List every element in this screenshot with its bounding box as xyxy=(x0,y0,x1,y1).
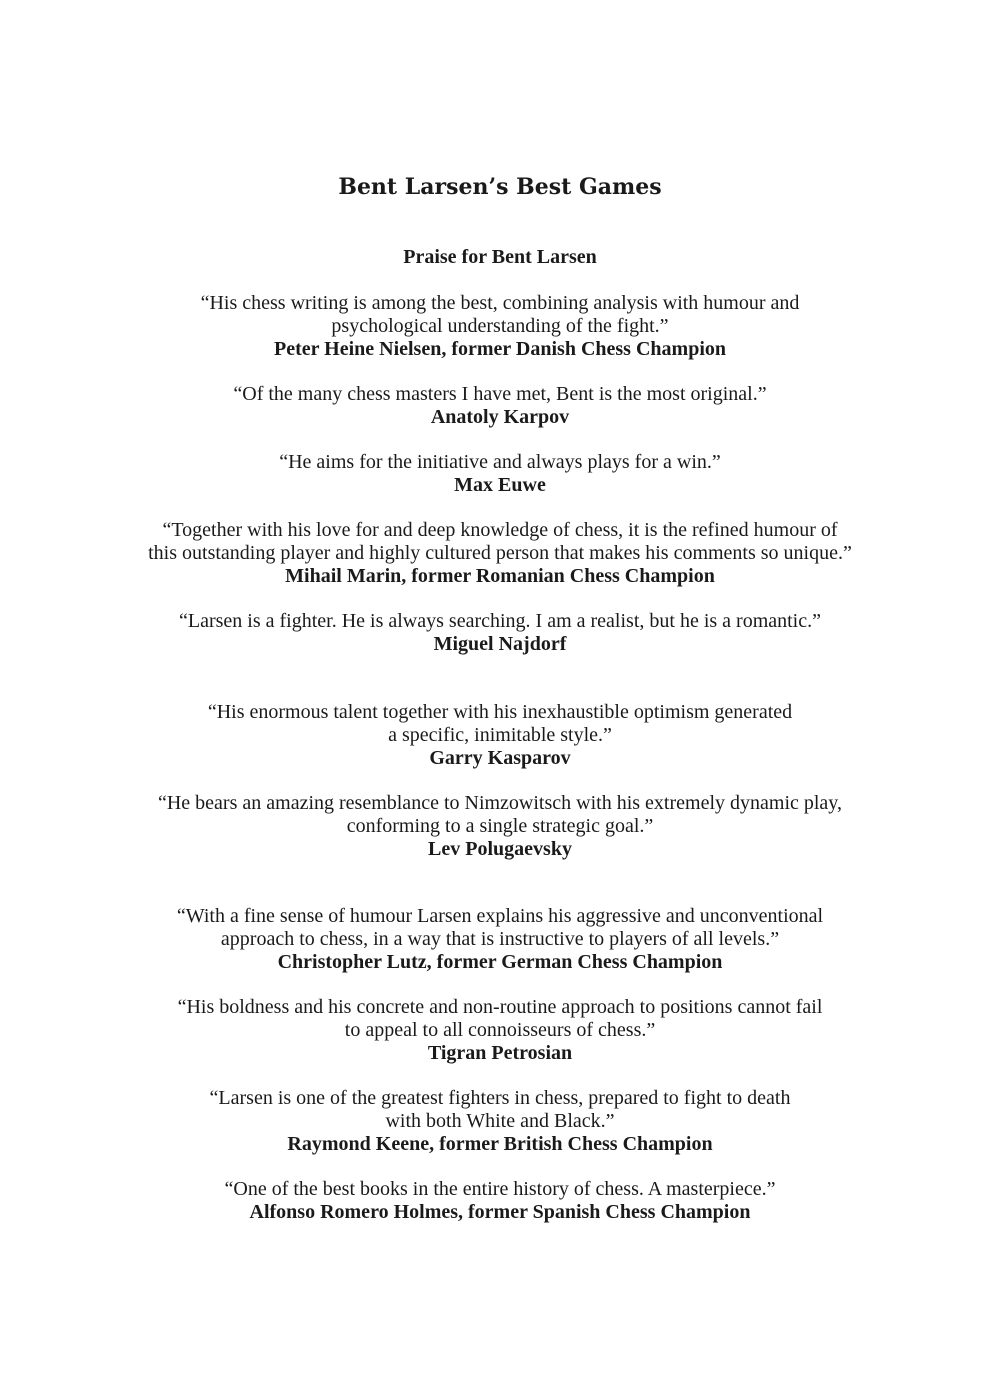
quote-attribution: Miguel Najdorf xyxy=(433,633,567,655)
quote-text: to appeal to all connoisseurs of chess.” xyxy=(344,1019,656,1041)
quote-text: psychological understanding of the fight.” xyxy=(331,315,669,337)
quote-block xyxy=(90,610,910,656)
quote-text: a specific, inimitable style.” xyxy=(388,724,612,746)
quote-text: approach to chess, in a way that is instructive to players of all levels.” xyxy=(220,928,780,950)
quote-block xyxy=(90,519,910,588)
quote-text: “One of the best books in the entire history of chess. A masterpiece.” xyxy=(224,1178,776,1200)
quote-block xyxy=(90,1087,910,1156)
quote-text: “His chess writing is among the best, combining analysis with humour and xyxy=(200,292,800,314)
quote-block xyxy=(90,996,910,1065)
quote-text: “Larsen is one of the greatest fighters in chess, prepared to fight to death xyxy=(209,1087,791,1109)
quote-text: “His boldness and his concrete and non-routine approach to positions cannot fail xyxy=(177,996,823,1018)
quote-text: with both White and Black.” xyxy=(385,1110,615,1132)
quote-text: “He bears an amazing resemblance to Nimzowitsch with his extremely dynamic play, xyxy=(157,792,843,814)
quote-block xyxy=(90,383,910,429)
quote-attribution: Anatoly Karpov xyxy=(430,406,570,428)
quote-attribution: Lev Polugaevsky xyxy=(428,838,572,860)
quote-text: “His enormous talent together with his inexhaustible optimism generated xyxy=(207,701,793,723)
quote-attribution: Raymond Keene, former British Chess Champion xyxy=(287,1133,713,1155)
quote-text: “Larsen is a fighter. He is always searching. I am a realist, but he is a romantic.” xyxy=(179,610,821,632)
quote-text: “He aims for the initiative and always plays for a win.” xyxy=(279,451,721,473)
quote-block xyxy=(90,451,910,497)
quote-block xyxy=(90,701,910,770)
quote-attribution: Peter Heine Nielsen, former Danish Chess Champion xyxy=(273,338,726,360)
quote-block xyxy=(90,292,910,361)
section-heading: Praise for Bent Larsen xyxy=(403,246,597,268)
quote-attribution: Mihail Marin, former Romanian Chess Champion xyxy=(285,565,715,587)
book-title: Bent Larsen’s Best Games xyxy=(338,174,662,200)
quote-block xyxy=(90,1178,910,1224)
quote-text: “Together with his love for and deep knowledge of chess, it is the refined humour of xyxy=(162,519,838,541)
quote-attribution: Max Euwe xyxy=(454,474,546,496)
quote-text: “Of the many chess masters I have met, Bent is the most original.” xyxy=(233,383,767,405)
quote-block xyxy=(90,905,910,974)
quote-text: “With a fine sense of humour Larsen explains his aggressive and unconventional xyxy=(176,905,824,927)
quote-attribution: Christopher Lutz, former German Chess Champion xyxy=(277,951,723,973)
quote-block xyxy=(90,792,910,861)
quote-text: conforming to a single strategic goal.” xyxy=(346,815,654,837)
quote-attribution: Alfonso Romero Holmes, former Spanish Chess Champion xyxy=(249,1201,751,1223)
quote-attribution: Tigran Petrosian xyxy=(427,1042,573,1064)
quote-attribution: Garry Kasparov xyxy=(429,747,571,769)
quote-text: this outstanding player and highly cultured person that makes his comments so unique.” xyxy=(148,542,852,564)
